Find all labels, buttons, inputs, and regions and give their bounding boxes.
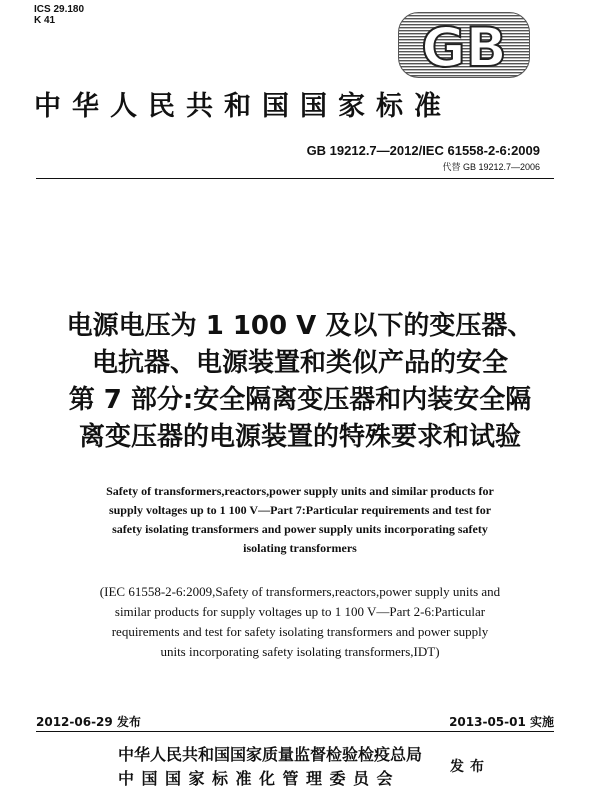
bottom-divider — [36, 731, 554, 732]
ccs-code: K 41 — [34, 15, 56, 26]
implementation-date: 2013-05-01 实施 — [449, 715, 554, 729]
issuer-sac: 中国国家标准化管理委员会 — [118, 769, 401, 788]
issuing-authorities — [118, 743, 422, 791]
english-title-line: Safety of transformers,reactors,power supply units and similar products for — [106, 484, 494, 498]
english-title-line: safety isolating transformers and power supply units incorporating safety — [112, 522, 488, 536]
english-title-line: isolating transformers — [243, 541, 357, 555]
gb-logo — [398, 12, 530, 78]
issuer-aqsiq: 中华人民共和国国家质量监督检验检疫总局 — [118, 745, 423, 764]
issue-label: 发布 — [450, 759, 490, 775]
replaces-standard: 代替 GB 19212.7—2006 — [442, 162, 540, 172]
chinese-title-line: 电源电压为 1 100 V 及以下的变压器、 — [66, 311, 534, 341]
iec-reference-line: requirements and test for safety isolating transformers and power supply — [111, 624, 489, 639]
chinese-title — [40, 308, 560, 456]
publication-date: 2012-06-29 发布 — [36, 715, 141, 729]
iec-reference — [30, 582, 570, 662]
iec-reference-line: similar products for supply voltages up to 1 100 V—Part 2-6:Particular — [114, 604, 486, 619]
iec-reference-line: units incorporating safety isolating transformers,IDT) — [160, 644, 440, 659]
ics-code: ICS 29.180 — [34, 4, 85, 15]
top-divider — [36, 178, 554, 179]
organization-title: 中华人民共和国国家标准 — [34, 91, 452, 122]
classification-codes — [34, 4, 84, 26]
chinese-title-line: 离变压器的电源装置的特殊要求和试验 — [78, 422, 521, 452]
english-title-line: supply voltages up to 1 100 V—Part 7:Particular requirements and test for — [108, 503, 492, 517]
standard-number: GB 19212.7—2012/IEC 61558-2-6:2009 — [306, 143, 540, 158]
logo-text: GB — [421, 16, 507, 78]
chinese-title-line: 电抗器、电源装置和类似产品的安全 — [91, 348, 508, 378]
iec-reference-line: (IEC 61558-2-6:2009,Safety of transformers,reactors,power supply units and — [99, 584, 501, 599]
chinese-title-line: 第 7 部分:安全隔离变压器和内装安全隔 — [68, 385, 532, 415]
english-title — [40, 482, 560, 558]
